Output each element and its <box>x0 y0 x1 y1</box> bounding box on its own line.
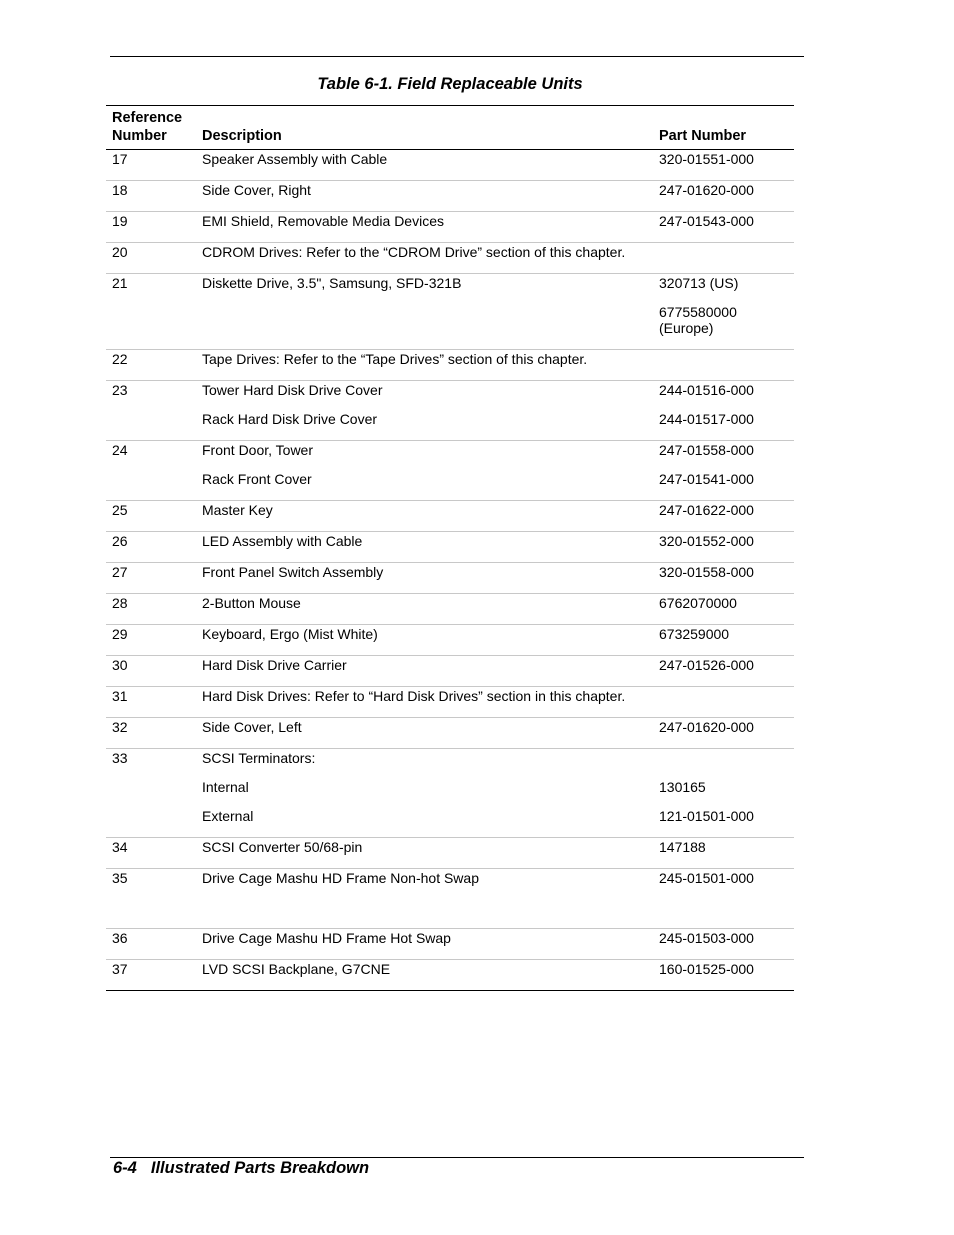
fru-table <box>106 105 794 991</box>
table-row <box>106 212 794 243</box>
cell-part-number <box>653 212 794 243</box>
cell-reference-number: 26 <box>106 532 196 563</box>
table-row <box>106 563 794 594</box>
cell-part-number <box>653 563 794 594</box>
part-number-line: 244-01516-000 <box>659 382 754 398</box>
cell-description <box>196 243 653 274</box>
cell-part-number <box>653 749 794 838</box>
page-number: 6-4 <box>113 1159 137 1177</box>
cell-reference-number: 21 <box>106 274 196 350</box>
cell-part-number <box>653 532 794 563</box>
table-row <box>106 687 794 718</box>
table-row <box>106 181 794 212</box>
table-row <box>106 960 794 991</box>
cell-part-number <box>653 869 794 929</box>
cell-description <box>196 181 653 212</box>
cell-reference-number: 20 <box>106 243 196 274</box>
section-title: Illustrated Parts Breakdown <box>150 1159 370 1177</box>
description-line: Master Key <box>202 502 273 518</box>
cell-description <box>196 501 653 532</box>
part-number-line: 320-01551-000 <box>659 151 754 167</box>
description-line: 2-Button Mouse <box>202 595 301 611</box>
part-number-line: 245-01503-000 <box>659 930 754 946</box>
description-line: Speaker Assembly with Cable <box>202 151 388 167</box>
part-number-line: 247-01526-000 <box>659 657 754 673</box>
cell-part-number <box>653 594 794 625</box>
cell-reference-number: 31 <box>106 687 196 718</box>
cell-part-number <box>653 929 794 960</box>
table-row <box>106 243 794 274</box>
cell-part-number <box>653 960 794 991</box>
description-line: Front Panel Switch Assembly <box>202 564 384 580</box>
description-line: External <box>202 808 254 824</box>
part-number-line: 244-01517-000 <box>659 411 754 427</box>
table-body <box>106 150 794 991</box>
cell-description <box>196 274 653 350</box>
cell-reference-number: 24 <box>106 441 196 501</box>
part-number-line: 6775580000 (Europe) <box>659 304 737 336</box>
part-number-line: 247-01622-000 <box>659 502 754 518</box>
cell-description <box>196 749 653 838</box>
part-number-line: 247-01620-000 <box>659 719 754 735</box>
cell-description <box>196 625 653 656</box>
part-number-line: 160-01525-000 <box>659 961 754 977</box>
cell-description <box>196 350 653 381</box>
table-row <box>106 656 794 687</box>
description-line: LVD SCSI Backplane, G7CNE <box>202 961 391 977</box>
part-number-line: 6762070000 <box>659 595 737 611</box>
description-line: Rack Hard Disk Drive Cover <box>202 411 378 427</box>
cell-description <box>196 929 653 960</box>
table-header-row <box>106 106 794 150</box>
part-number-line: 320-01558-000 <box>659 564 754 580</box>
cell-part-number <box>653 150 794 181</box>
cell-reference-number: 25 <box>106 501 196 532</box>
part-number-line: 247-01620-000 <box>659 182 754 198</box>
cell-reference-number: 27 <box>106 563 196 594</box>
table-row <box>106 749 794 838</box>
cell-reference-number: 34 <box>106 838 196 869</box>
cell-part-number <box>653 656 794 687</box>
description-line: Internal <box>202 779 249 795</box>
table-title: Table 6-1. Field Replaceable Units <box>317 75 583 93</box>
table-row <box>106 532 794 563</box>
part-number-line: 320713 (US) <box>659 275 739 291</box>
ref-header-line1: Reference <box>112 110 183 126</box>
cell-part-number <box>653 274 794 350</box>
table-row <box>106 274 794 350</box>
part-number-line <box>659 688 794 717</box>
footer-rule <box>110 1157 804 1158</box>
cell-description <box>196 441 653 501</box>
part-number-line <box>659 750 794 779</box>
cell-reference-number: 28 <box>106 594 196 625</box>
header-rule <box>110 56 804 57</box>
column-header-description: Description <box>196 106 653 150</box>
description-line: Hard Disk Drives: Refer to “Hard Disk Drives” section in this chapter. <box>202 688 626 704</box>
cell-description <box>196 687 653 718</box>
cell-reference-number: 17 <box>106 150 196 181</box>
part-number-line <box>659 351 794 380</box>
cell-description <box>196 381 653 441</box>
cell-description <box>196 212 653 243</box>
row-spacer <box>202 899 653 928</box>
description-line: Side Cover, Right <box>202 182 311 198</box>
cell-reference-number: 32 <box>106 718 196 749</box>
column-header-reference-number <box>106 106 196 150</box>
description-line: EMI Shield, Removable Media Devices <box>202 213 444 229</box>
cell-description <box>196 838 653 869</box>
cell-reference-number: 33 <box>106 749 196 838</box>
cell-reference-number: 30 <box>106 656 196 687</box>
description-line: Front Door, Tower <box>202 442 314 458</box>
table-row <box>106 150 794 181</box>
table-row <box>106 441 794 501</box>
cell-part-number <box>653 381 794 441</box>
table-row <box>106 929 794 960</box>
description-line: Tower Hard Disk Drive Cover <box>202 382 383 398</box>
cell-part-number <box>653 718 794 749</box>
table-row <box>106 869 794 929</box>
description-line: Diskette Drive, 3.5", Samsung, SFD-321B <box>202 275 462 291</box>
table-row <box>106 350 794 381</box>
cell-part-number <box>653 243 794 274</box>
description-line <box>202 304 653 349</box>
cell-part-number <box>653 501 794 532</box>
cell-reference-number: 29 <box>106 625 196 656</box>
description-line: Keyboard, Ergo (Mist White) <box>202 626 378 642</box>
description-line: SCSI Converter 50/68-pin <box>202 839 363 855</box>
cell-description <box>196 960 653 991</box>
cell-description <box>196 532 653 563</box>
fru-table-container <box>106 105 794 991</box>
cell-description <box>196 718 653 749</box>
cell-part-number <box>653 838 794 869</box>
part-number-line: 247-01541-000 <box>659 471 754 487</box>
table-row <box>106 594 794 625</box>
cell-reference-number: 37 <box>106 960 196 991</box>
table-row <box>106 381 794 441</box>
part-number-line: 247-01543-000 <box>659 213 754 229</box>
description-line: Drive Cage Mashu HD Frame Hot Swap <box>202 930 451 946</box>
cell-part-number <box>653 687 794 718</box>
description-line: Tape Drives: Refer to the “Tape Drives” section of this chapter. <box>202 351 588 367</box>
cell-description <box>196 869 653 929</box>
part-number-line: 247-01558-000 <box>659 442 754 458</box>
description-line: LED Assembly with Cable <box>202 533 363 549</box>
cell-reference-number: 19 <box>106 212 196 243</box>
cell-part-number <box>653 625 794 656</box>
part-number-line: 245-01501-000 <box>659 870 754 886</box>
cell-part-number <box>653 181 794 212</box>
part-number-line: 130165 <box>659 779 706 795</box>
table-row <box>106 718 794 749</box>
description-line: Rack Front Cover <box>202 471 312 487</box>
description-line: CDROM Drives: Refer to the “CDROM Drive” section of this chapter. <box>202 244 626 260</box>
table-row <box>106 501 794 532</box>
cell-description <box>196 656 653 687</box>
cell-reference-number: 23 <box>106 381 196 441</box>
cell-description <box>196 150 653 181</box>
part-number-line: 147188 <box>659 839 706 855</box>
cell-description <box>196 594 653 625</box>
page-footer <box>113 1159 369 1178</box>
description-line: SCSI Terminators: <box>202 750 316 766</box>
part-number-line <box>659 244 794 273</box>
description-line: Hard Disk Drive Carrier <box>202 657 347 673</box>
cell-reference-number: 36 <box>106 929 196 960</box>
cell-part-number <box>653 350 794 381</box>
cell-description <box>196 563 653 594</box>
column-header-part-number: Part Number <box>653 106 794 150</box>
table-row <box>106 838 794 869</box>
table-row <box>106 625 794 656</box>
cell-reference-number: 18 <box>106 181 196 212</box>
part-number-line: 121-01501-000 <box>659 808 754 824</box>
cell-part-number <box>653 441 794 501</box>
part-number-line: 673259000 <box>659 626 730 642</box>
description-line: Drive Cage Mashu HD Frame Non-hot Swap <box>202 870 479 886</box>
cell-reference-number: 22 <box>106 350 196 381</box>
description-line: Side Cover, Left <box>202 719 302 735</box>
cell-reference-number: 35 <box>106 869 196 929</box>
part-number-line: 320-01552-000 <box>659 533 754 549</box>
ref-header-line2: Number <box>112 128 167 144</box>
